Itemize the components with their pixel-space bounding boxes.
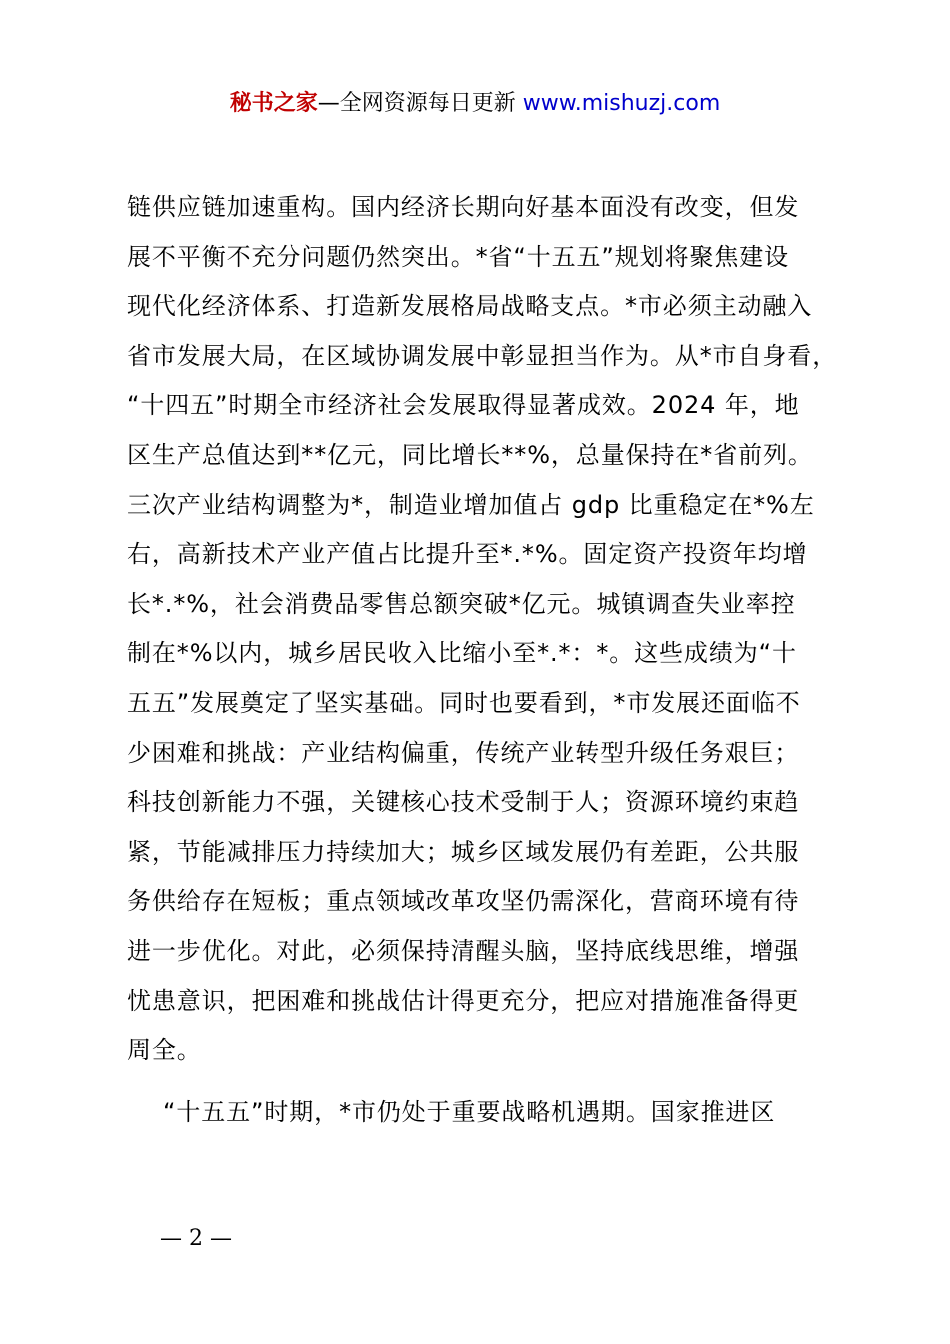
text-line: 周全。 <box>127 1036 202 1065</box>
site-header <box>0 88 950 120</box>
text-line: 少困难和挑战：产业结构偏重，传统产业转型升级任务艰巨； <box>127 738 800 767</box>
header-slogan: —全网资源每日更新 <box>317 91 516 116</box>
text-line: 现代化经济体系、打造新发展格局战略支点。*市必须主动融入 <box>127 292 813 321</box>
text-line: 务供给存在短板；重点领域改革攻坚仍需深化，营商环境有待 <box>127 887 800 916</box>
text-line: 展不平衡不充分问题仍然突出。*省“十五五”规划将聚焦建设 <box>127 242 790 271</box>
brand-name: 秘书之家 <box>229 91 318 116</box>
paragraph-spacer <box>127 1076 847 1088</box>
text-line: 长*.*%，社会消费品零售总额突破*亿元。城镇调查失业率控 <box>127 589 796 618</box>
document-body <box>127 183 847 1137</box>
page-number: — 2 — <box>160 1226 232 1251</box>
text-line: “十五五”时期，*市仍处于重要战略机遇期。国家推进区 <box>163 1097 776 1126</box>
text-line: 进一步优化。对此，必须保持清醒头脑，坚持底线思维，增强 <box>127 936 800 965</box>
text-line: 区生产总值达到**亿元，同比增长**%，总量保持在*省前列。 <box>127 440 813 469</box>
paragraph-2 <box>127 1088 847 1138</box>
site-url-link[interactable]: www.mishuzj.com <box>522 91 721 116</box>
text-line: “十四五”时期全市经济社会发展取得显著成效。2024 年，地 <box>127 391 800 420</box>
paragraph-1 <box>127 183 847 1076</box>
text-line: 五五”发展奠定了坚实基础。同时也要看到，*市发展还面临不 <box>127 688 801 717</box>
text-line: 省市发展大局，在区域协调发展中彰显担当作为。从*市自身看， <box>127 341 838 370</box>
text-line: 右，高新技术产业产值占比提升至*.*%。固定资产投资年均增 <box>127 540 808 569</box>
text-line: 制在*%以内，城乡居民收入比缩小至*.*：*。这些成绩为“十 <box>127 639 797 668</box>
text-line: 科技创新能力不强，关键核心技术受制于人；资源环境约束趋 <box>127 788 800 817</box>
text-line: 链供应链加速重构。国内经济长期向好基本面没有改变，但发 <box>127 193 800 221</box>
text-line: 三次产业结构调整为*，制造业增加值占 gdp 比重稳定在*%左 <box>127 490 815 519</box>
text-line: 忧患意识，把困难和挑战估计得更充分，把应对措施准备得更 <box>127 986 800 1015</box>
text-line: 紧，节能减排压力持续加大；城乡区域发展仍有差距，公共服 <box>127 837 800 866</box>
